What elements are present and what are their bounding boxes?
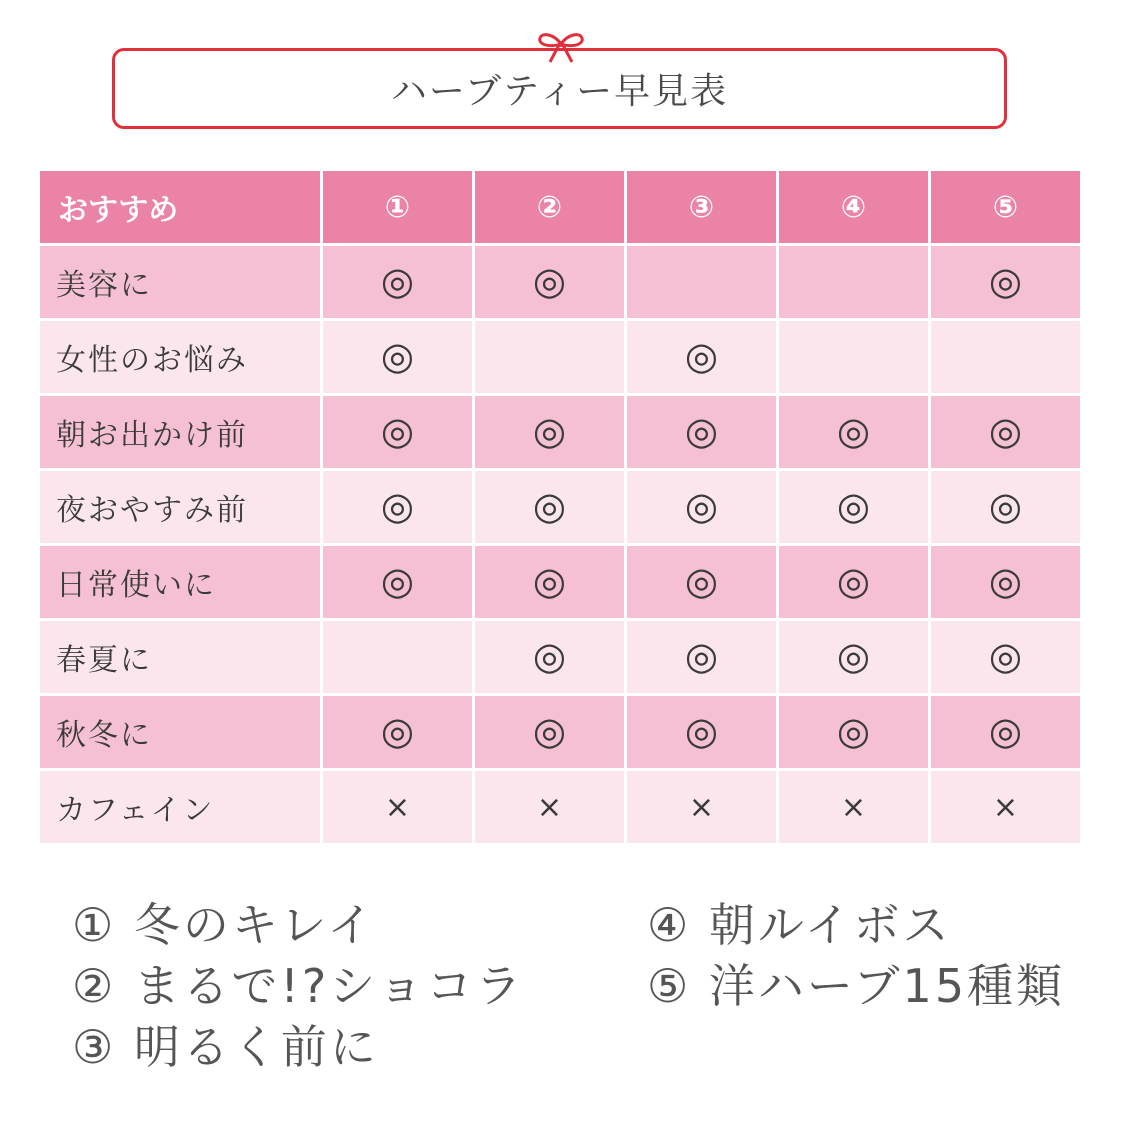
table-cell — [779, 246, 928, 318]
legend-item: ③ 明るく前に — [72, 1020, 379, 1074]
table-cell — [475, 471, 624, 543]
row-label: 秋冬に — [40, 696, 320, 768]
legend-right — [647, 895, 1065, 1017]
mark: × — [992, 789, 1019, 825]
mark: ◎ — [532, 709, 567, 753]
table-row — [40, 246, 1080, 318]
table-cell — [475, 621, 624, 693]
row-label: 朝お出かけ前 — [40, 396, 320, 468]
table-cell — [931, 246, 1080, 318]
table-cell — [931, 546, 1080, 618]
table-cell — [627, 471, 776, 543]
table-cell — [779, 771, 928, 843]
page-title: ハーブティー早見表 — [390, 71, 729, 112]
mark: ◎ — [836, 484, 871, 528]
mark: ◎ — [380, 559, 415, 603]
mark: ◎ — [988, 259, 1023, 303]
mark: ◎ — [988, 484, 1023, 528]
mark: ◎ — [380, 709, 415, 753]
column-header: ① — [323, 171, 472, 243]
ribbon-bow-icon — [534, 30, 588, 66]
legend-item: ④ 朝ルイボス — [647, 898, 952, 952]
table-cell — [627, 621, 776, 693]
column-header: ③ — [627, 171, 776, 243]
table-cell — [779, 321, 928, 393]
row-label: 女性のお悩み — [40, 321, 320, 393]
table-cell — [323, 696, 472, 768]
mark: ◎ — [532, 259, 567, 303]
mark: × — [688, 789, 715, 825]
mark: ◎ — [988, 409, 1023, 453]
table-cell — [779, 546, 928, 618]
table-cell — [323, 621, 472, 693]
table-row — [40, 621, 1080, 693]
row-label: 春夏に — [40, 621, 320, 693]
mark: ◎ — [684, 634, 719, 678]
row-label: 日常使いに — [40, 546, 320, 618]
table-cell — [475, 546, 624, 618]
legend-left — [72, 895, 524, 1078]
table-row — [40, 396, 1080, 468]
mark: ◎ — [988, 634, 1023, 678]
table-cell — [931, 621, 1080, 693]
table-cell — [323, 321, 472, 393]
table-header-row — [40, 171, 1080, 243]
mark: ◎ — [532, 484, 567, 528]
mark: ◎ — [836, 709, 871, 753]
table-cell — [475, 246, 624, 318]
table-cell — [323, 771, 472, 843]
mark: ◎ — [836, 409, 871, 453]
mark: ◎ — [532, 559, 567, 603]
header-label: おすすめ — [40, 171, 320, 243]
column-header: ④ — [779, 171, 928, 243]
mark: ◎ — [988, 559, 1023, 603]
table-cell — [931, 771, 1080, 843]
table-cell — [931, 396, 1080, 468]
column-header: ② — [475, 171, 624, 243]
mark: ◎ — [684, 709, 719, 753]
mark: ◎ — [836, 559, 871, 603]
row-label: カフェイン — [40, 771, 320, 843]
mark: × — [384, 789, 411, 825]
table-cell — [627, 246, 776, 318]
table-row — [40, 546, 1080, 618]
table-cell — [779, 696, 928, 768]
mark: ◎ — [380, 409, 415, 453]
table-cell — [475, 696, 624, 768]
table-cell — [779, 621, 928, 693]
table-row — [40, 696, 1080, 768]
table-cell — [627, 396, 776, 468]
table-cell — [475, 771, 624, 843]
row-label: 美容に — [40, 246, 320, 318]
column-header: ⑤ — [931, 171, 1080, 243]
table-cell — [931, 321, 1080, 393]
table-row — [40, 471, 1080, 543]
table-cell — [627, 546, 776, 618]
mark: × — [840, 789, 867, 825]
mark: ◎ — [532, 409, 567, 453]
mark: ◎ — [684, 484, 719, 528]
mark: ◎ — [532, 634, 567, 678]
mark: ◎ — [684, 334, 719, 378]
table-cell — [475, 321, 624, 393]
table-row — [40, 321, 1080, 393]
table-cell — [323, 246, 472, 318]
table-cell — [779, 396, 928, 468]
legend-item: ⑤ 洋ハーブ15種類 — [647, 959, 1066, 1013]
mark: ◎ — [988, 709, 1023, 753]
row-label: 夜おやすみ前 — [40, 471, 320, 543]
mark: × — [536, 789, 563, 825]
legend-item: ② まるで!?ショコラ — [72, 959, 525, 1013]
mark: ◎ — [380, 334, 415, 378]
table-cell — [779, 471, 928, 543]
mark: ◎ — [380, 259, 415, 303]
table-cell — [627, 771, 776, 843]
table-cell — [475, 396, 624, 468]
mark: ◎ — [380, 484, 415, 528]
mark: ◎ — [684, 409, 719, 453]
table-row — [40, 771, 1080, 843]
table-cell — [323, 471, 472, 543]
table-cell — [627, 321, 776, 393]
table-cell — [627, 696, 776, 768]
table-cell — [931, 696, 1080, 768]
herb-tea-table — [37, 168, 1083, 846]
table-cell — [323, 546, 472, 618]
mark: ◎ — [836, 634, 871, 678]
table-cell — [931, 471, 1080, 543]
table-cell — [323, 396, 472, 468]
legend-item: ① 冬のキレイ — [72, 898, 377, 952]
mark: ◎ — [684, 559, 719, 603]
